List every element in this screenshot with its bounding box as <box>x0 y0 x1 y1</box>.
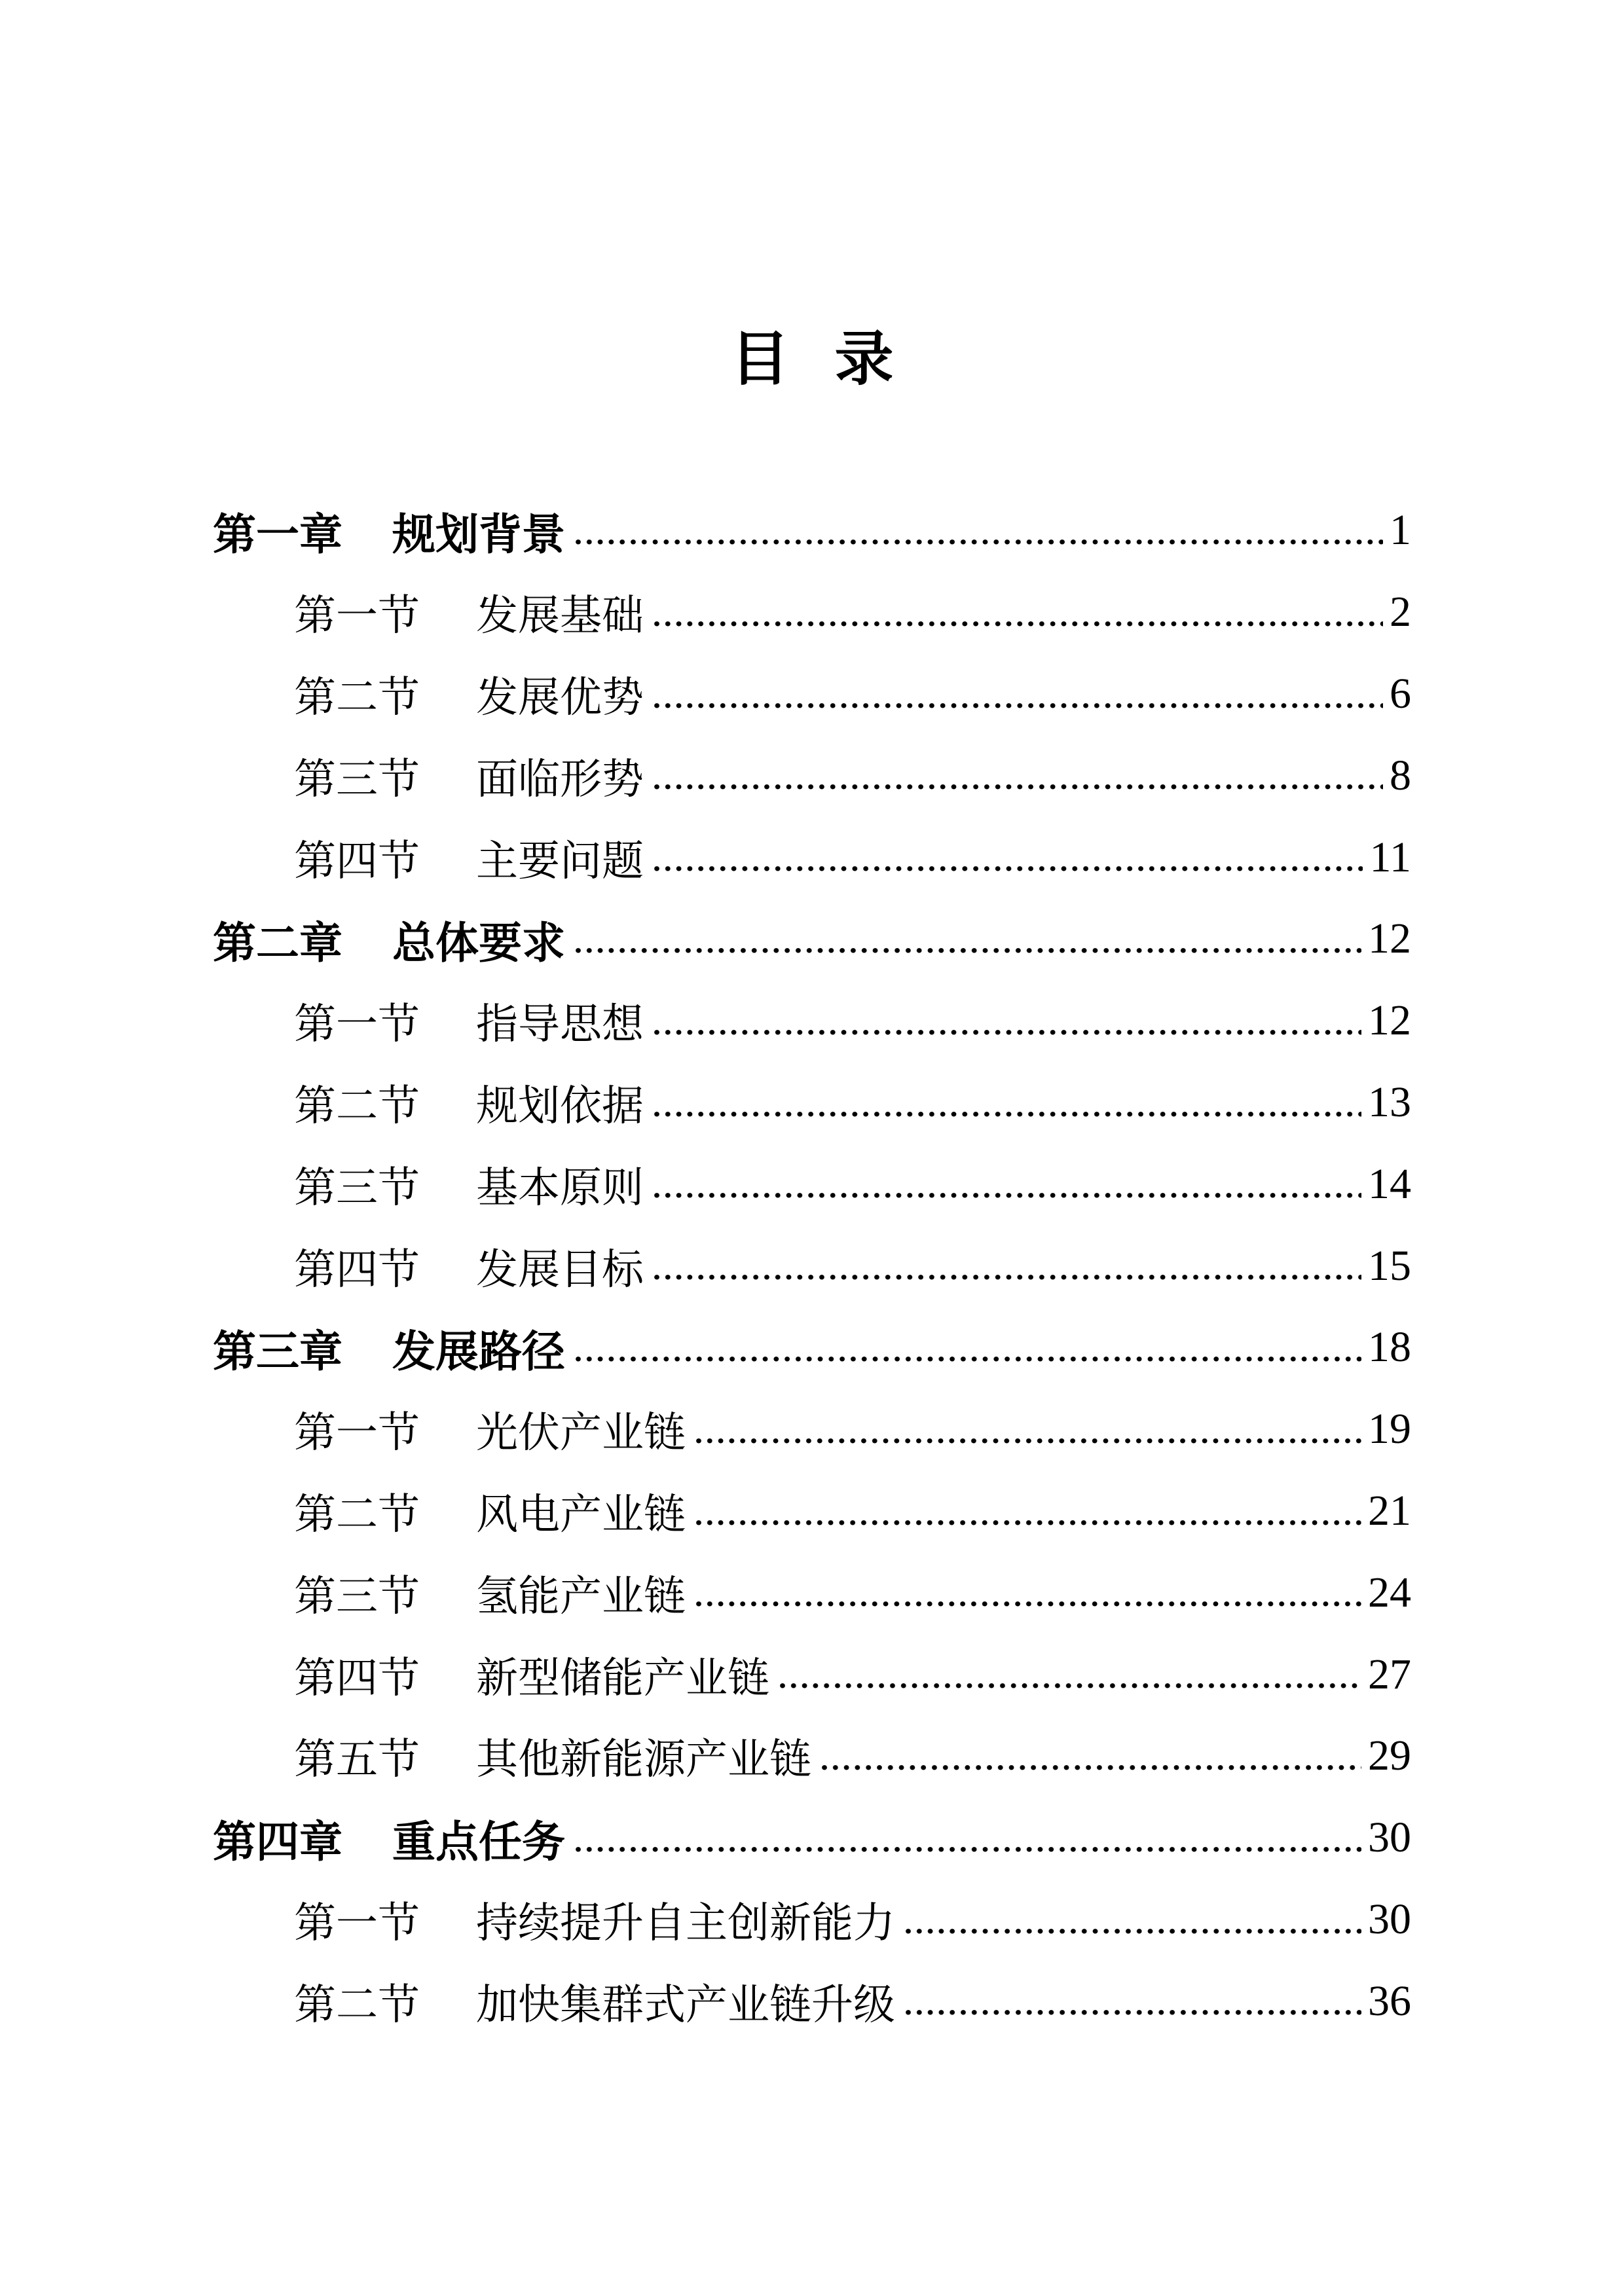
entry-title: 光伏产业链 <box>476 1410 686 1457</box>
dot-leader <box>654 1062 1361 1144</box>
dot-leader <box>696 1389 1361 1470</box>
page-number: 2 <box>1390 588 1411 636</box>
dot-leader <box>654 735 1383 816</box>
entry-number: 第四节 <box>294 1246 420 1293</box>
entry-title: 持续提升自主创新能力 <box>476 1899 895 1946</box>
entry-number: 第一节 <box>294 1899 420 1946</box>
entry-number: 第一节 <box>294 592 420 640</box>
entry-number: 第三章 <box>213 1326 342 1376</box>
entry-title: 发展目标 <box>476 1246 644 1293</box>
toc-row-section <box>213 1389 1411 1470</box>
entry-number: 第一章 <box>213 509 342 558</box>
entry-number: 第二节 <box>294 1082 420 1129</box>
entry-title: 加快集群式产业链升级 <box>476 1981 895 2028</box>
toc-row-chapter <box>213 1797 1411 1879</box>
toc-row-section <box>213 816 1411 898</box>
toc-row-section <box>213 1143 1411 1225</box>
page-number: 1 <box>1390 506 1411 555</box>
toc-row-section <box>213 1225 1411 1307</box>
entry-number: 第二节 <box>294 674 420 721</box>
dot-leader <box>576 490 1383 572</box>
entry-title: 面临形势 <box>476 756 644 803</box>
entry-title: 主要问题 <box>476 837 644 884</box>
dot-leader <box>576 898 1361 980</box>
toc-row-section <box>213 1062 1411 1144</box>
toc-row-section <box>213 1715 1411 1797</box>
entry-number: 第三节 <box>294 1164 420 1211</box>
entry-number: 第二章 <box>213 918 342 967</box>
entry-number: 第五节 <box>294 1736 420 1783</box>
entry-number: 第一节 <box>294 1410 420 1457</box>
page-number: 27 <box>1368 1650 1411 1698</box>
entry-number: 第三节 <box>294 1573 420 1620</box>
dot-leader <box>696 1470 1361 1552</box>
page-number: 30 <box>1368 1895 1411 1943</box>
entry-title: 发展优势 <box>476 674 644 721</box>
dot-leader <box>654 572 1383 653</box>
entry-number: 第四节 <box>294 837 420 884</box>
page-title: 目 录 <box>730 327 894 392</box>
toc-row-section <box>213 1960 1411 2042</box>
page-number: 30 <box>1368 1813 1411 1862</box>
toc-row-section <box>213 1633 1411 1715</box>
entry-number: 第四节 <box>294 1654 420 1702</box>
toc-row-section <box>213 1879 1411 1961</box>
dot-leader <box>696 1552 1361 1633</box>
page-number: 13 <box>1368 1078 1411 1126</box>
dot-leader <box>654 816 1363 898</box>
entry-title: 总体要求 <box>392 918 565 967</box>
toc-row-section <box>213 1552 1411 1633</box>
page-number: 12 <box>1368 996 1411 1045</box>
toc-row-section <box>213 653 1411 735</box>
entry-number: 第一节 <box>294 1001 420 1048</box>
dot-leader <box>654 653 1383 735</box>
page-number: 12 <box>1368 915 1411 963</box>
dot-leader <box>576 1797 1361 1879</box>
page-number: 19 <box>1368 1405 1411 1453</box>
toc-row-chapter <box>213 898 1411 980</box>
entry-title: 其他新能源产业链 <box>476 1736 811 1783</box>
entry-number: 第三节 <box>294 756 420 803</box>
table-of-contents <box>213 490 1411 2042</box>
toc-row-section <box>213 735 1411 816</box>
page-number: 6 <box>1390 669 1411 718</box>
dot-leader <box>654 1225 1361 1307</box>
toc-row-section <box>213 1470 1411 1552</box>
dot-leader <box>906 1960 1361 2042</box>
entry-title: 规划依据 <box>476 1082 644 1129</box>
dot-leader <box>654 980 1361 1062</box>
dot-leader <box>822 1715 1361 1797</box>
entry-title: 发展路径 <box>392 1326 565 1376</box>
entry-number: 第四章 <box>213 1817 342 1866</box>
page-number: 36 <box>1368 1977 1411 2025</box>
entry-title: 重点任务 <box>392 1817 565 1866</box>
page-number: 18 <box>1368 1323 1411 1372</box>
page-number: 24 <box>1368 1568 1411 1616</box>
dot-leader <box>780 1633 1361 1715</box>
dot-leader <box>654 1143 1361 1225</box>
page-number: 21 <box>1368 1486 1411 1535</box>
entry-title: 发展基础 <box>476 592 644 640</box>
page-number: 14 <box>1368 1159 1411 1208</box>
dot-leader <box>906 1879 1361 1961</box>
entry-title: 规划背景 <box>392 509 565 558</box>
entry-title: 基本原则 <box>476 1164 644 1211</box>
toc-row-section <box>213 980 1411 1062</box>
page-number: 15 <box>1368 1241 1411 1290</box>
entry-number: 第二节 <box>294 1981 420 2028</box>
entry-title: 指导思想 <box>476 1001 644 1048</box>
entry-title: 风电产业链 <box>476 1491 686 1538</box>
toc-row-section <box>213 572 1411 653</box>
entry-number: 第二节 <box>294 1491 420 1538</box>
entry-title: 氢能产业链 <box>476 1573 686 1620</box>
toc-row-chapter <box>213 490 1411 572</box>
entry-title: 新型储能产业链 <box>476 1654 769 1702</box>
page-number: 8 <box>1390 751 1411 799</box>
dot-leader <box>576 1307 1361 1389</box>
toc-row-chapter <box>213 1307 1411 1389</box>
page-number: 11 <box>1369 833 1411 881</box>
page-number: 29 <box>1368 1732 1411 1780</box>
